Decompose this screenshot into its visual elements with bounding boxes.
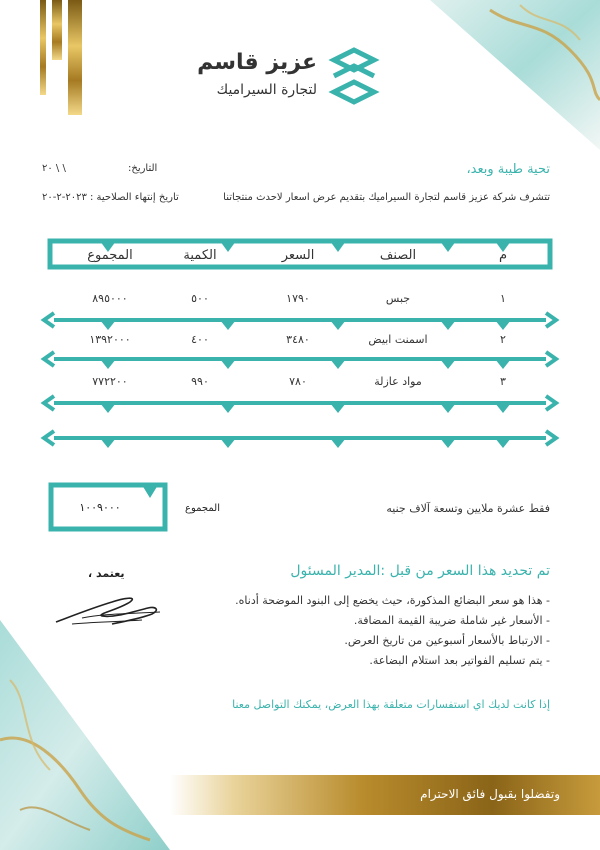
row-notch	[495, 438, 511, 448]
brand-name: عزيز قاسم	[197, 50, 317, 75]
terms-list	[130, 591, 550, 671]
term-item: - الأسعار غير شاملة ضريبة القيمة المضافة.	[353, 614, 550, 627]
company-logo	[328, 46, 380, 106]
row-2-item: اسمنت ابيض	[368, 333, 428, 346]
marble-corner-top-right	[430, 0, 600, 150]
row-2-price: ٣٤٨٠	[286, 333, 310, 346]
brand-tagline: لتجارة السيراميك	[216, 82, 317, 98]
row-chevron	[546, 396, 556, 410]
total-label: المجموع	[185, 503, 220, 514]
row-2-no: ٢	[500, 333, 506, 346]
date-label: التاريخ:	[128, 163, 158, 174]
row-3-item: مواد عازلة	[374, 375, 422, 388]
row-notch	[330, 403, 346, 413]
row-1-qty: ٥٠٠	[191, 292, 209, 305]
row-notch	[330, 438, 346, 448]
row-notch	[440, 438, 456, 448]
row-3-no: ٣	[500, 375, 506, 388]
row-1-price: ١٧٩٠	[286, 292, 310, 305]
table-header-item: الصنف	[379, 248, 417, 263]
row-3-price: ٧٨٠	[289, 375, 307, 388]
total-value: ١٠٠٩٠٠٠	[79, 501, 121, 514]
date-value: ٢٠ \ \	[42, 163, 66, 174]
row-chevron	[44, 396, 54, 410]
row-notch	[330, 320, 346, 330]
row-notch	[440, 320, 456, 330]
approval-label: يعتمد ،	[88, 567, 125, 580]
term-item: - الارتباط بالأسعار أسبوعين من تاريخ العرض.	[344, 634, 550, 647]
footer-closing: وتفضلوا بقبول فائق الاحترام	[420, 787, 560, 801]
term-item: - يتم تسليم الفواتير بعد استلام البضاعة.	[369, 654, 550, 667]
row-notch	[100, 438, 116, 448]
row-notch	[220, 403, 236, 413]
row-chevron	[546, 352, 556, 366]
row-3-total: ٧٧٢٢٠٠	[92, 375, 128, 388]
row-notch	[330, 359, 346, 369]
intro-text: تتشرف شركة عزيز قاسم لتجارة السيراميك بتقديم عرض اسعار لاحدث منتجاتنا	[223, 192, 550, 203]
row-notch	[495, 359, 511, 369]
row-notch	[495, 320, 511, 330]
row-chevron	[546, 431, 556, 445]
row-chevron	[44, 313, 54, 327]
row-chevron	[546, 313, 556, 327]
row-3-qty: ٩٩٠	[191, 375, 209, 388]
expiry-date: تاريخ إنتهاء الصلاحية : ٢٠٢٣-٢-٢٠	[42, 192, 179, 203]
contact-note: إذا كانت لديك اي استفسارات متعلقة بهذا العرض، يمكنك التواصل معنا	[232, 698, 550, 711]
row-notch	[220, 359, 236, 369]
table-header-price: السعر	[281, 248, 315, 263]
signature	[52, 588, 164, 630]
row-2-total: ١٣٩٢٠٠٠	[89, 333, 131, 346]
row-notch	[495, 403, 511, 413]
row-notch	[220, 320, 236, 330]
row-2-qty: ٤٠٠	[191, 333, 209, 346]
greeting: تحية طيبة وبعد،	[466, 162, 550, 177]
row-notch	[100, 403, 116, 413]
header-notch	[440, 241, 456, 252]
table-header-no: م	[498, 248, 508, 263]
row-notch	[100, 359, 116, 369]
row-chevron	[44, 352, 54, 366]
row-notch	[440, 403, 456, 413]
total-in-words: فقط عشرة ملايين وتسعة آلاف جنيه	[386, 502, 550, 515]
row-1-no: ١	[500, 292, 506, 305]
terms-heading: تم تحديد هذا السعر من قبل :المدير المسئول	[290, 563, 550, 579]
row-notch	[440, 359, 456, 369]
row-1-total: ٨٩٥٠٠٠	[92, 292, 128, 305]
table-header-total: المجموع	[87, 248, 133, 263]
row-1-item: جبس	[385, 292, 411, 305]
row-chevron	[44, 431, 54, 445]
row-notch	[220, 438, 236, 448]
term-item: - هذا هو سعر البضائع المذكورة، حيث يخضع إلى البنود الموضحة أدناه.	[235, 594, 550, 607]
table-header-qty: الكمية	[183, 248, 217, 263]
row-notch	[100, 320, 116, 330]
